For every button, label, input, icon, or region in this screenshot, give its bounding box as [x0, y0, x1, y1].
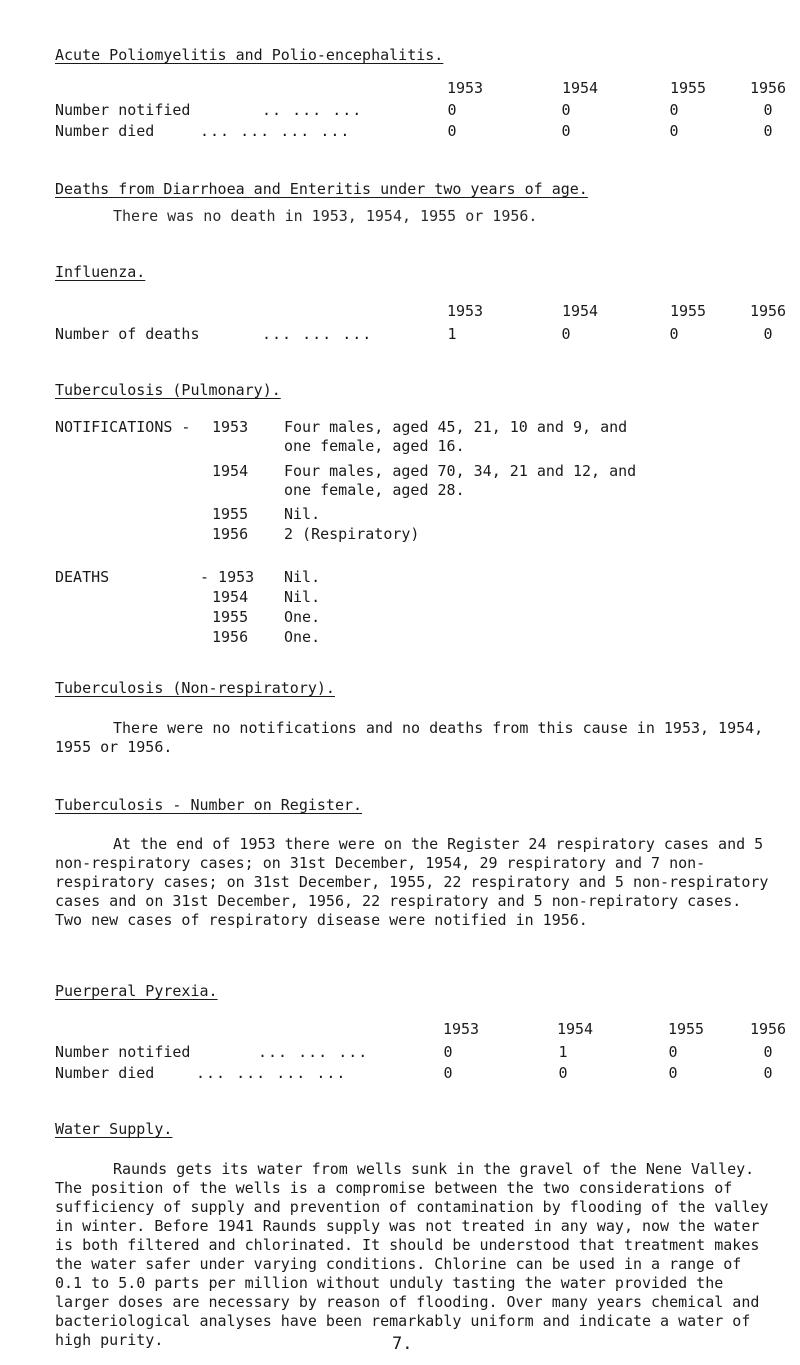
- notification-year: 1954: [212, 462, 249, 480]
- year-1953: 1953: [446, 302, 484, 320]
- year-1956: 1956: [749, 79, 787, 97]
- value-1955: 0: [668, 1043, 678, 1061]
- influenza-heading: Influenza.: [55, 263, 146, 281]
- year-1955: 1955: [669, 79, 707, 97]
- notification-text: Nil.: [284, 505, 321, 523]
- row-label: Number died: [55, 122, 155, 140]
- value-1953: 0: [447, 122, 457, 140]
- leader-dots: ... ... ... ...: [200, 122, 351, 140]
- year-1956: 1956: [749, 302, 787, 320]
- year-1956: 1956: [749, 1020, 787, 1038]
- death-year: 1956: [212, 628, 249, 646]
- tb-pulmonary-heading: Tuberculosis (Pulmonary).: [55, 381, 281, 399]
- tb-register-paragraph: [55, 835, 770, 930]
- value-1954: 0: [561, 325, 571, 343]
- page-number: 7.: [392, 1334, 413, 1354]
- polio-heading: Acute Poliomyelitis and Polio-encephalitis.: [55, 46, 444, 64]
- value-1955: 0: [669, 325, 679, 343]
- year-1954: 1954: [561, 302, 599, 320]
- notification-text: 2 (Respiratory): [284, 525, 420, 543]
- notification-year: 1953: [212, 418, 249, 436]
- diarrhoea-heading: Deaths from Diarrhoea and Enteritis under two years of age.: [55, 180, 588, 198]
- notification-text: Four males, aged 70, 34, 21 and 12, and: [284, 462, 637, 480]
- death-year: 1955: [212, 608, 249, 626]
- value-1956: 0: [763, 1043, 773, 1061]
- year-1955: 1955: [667, 1020, 705, 1038]
- death-text: One.: [284, 628, 321, 646]
- notification-text: Four males, aged 45, 21, 10 and 9, and: [284, 418, 628, 436]
- value-1954: 1: [558, 1043, 568, 1061]
- notification-year: 1956: [212, 525, 249, 543]
- notification-text: one female, aged 28.: [284, 481, 465, 499]
- deaths-label: DEATHS: [55, 568, 110, 586]
- value-1955: 0: [669, 101, 679, 119]
- value-1953: 0: [443, 1064, 453, 1082]
- value-1955: 0: [668, 1064, 678, 1082]
- death-text: Nil.: [284, 568, 321, 586]
- value-1953: 0: [447, 101, 457, 119]
- puerperal-heading: Puerperal Pyrexia.: [55, 982, 218, 1000]
- value-1956: 0: [763, 325, 773, 343]
- leader-dots: ... ... ...: [262, 325, 373, 343]
- value-1956: 0: [763, 101, 773, 119]
- value-1953: 0: [443, 1043, 453, 1061]
- tb-nonresp-paragraph: [55, 719, 770, 757]
- value-1954: 0: [561, 122, 571, 140]
- year-1954: 1954: [561, 79, 599, 97]
- year-1955: 1955: [669, 302, 707, 320]
- row-label: Number died: [55, 1064, 155, 1082]
- water-heading: Water Supply.: [55, 1120, 173, 1138]
- death-text: One.: [284, 608, 321, 626]
- notification-text: one female, aged 16.: [284, 437, 465, 455]
- death-year: - 1953: [200, 568, 255, 586]
- notification-year: 1955: [212, 505, 249, 523]
- year-1953: 1953: [446, 79, 484, 97]
- value-1956: 0: [763, 122, 773, 140]
- value-1954: 0: [561, 101, 571, 119]
- tb-nonresp-heading: Tuberculosis (Non-respiratory).: [55, 679, 335, 697]
- value-1955: 0: [669, 122, 679, 140]
- row-label: Number notified: [55, 1043, 191, 1061]
- tb-register-heading: Tuberculosis - Number on Register.: [55, 796, 363, 814]
- leader-dots: ... ... ... ...: [196, 1064, 347, 1082]
- death-year: 1954: [212, 588, 249, 606]
- leader-dots: ... ... ...: [258, 1043, 369, 1061]
- row-label: Number of deaths: [55, 325, 200, 343]
- value-1956: 0: [763, 1064, 773, 1082]
- row-label: Number notified: [55, 101, 191, 119]
- water-paragraph: [55, 1160, 770, 1350]
- paragraph-text: There were no notifications and no deaths from this cause in 1953, 1954, 1955 or 1956.: [55, 719, 764, 756]
- value-1953: 1: [447, 325, 457, 343]
- death-text: Nil.: [284, 588, 321, 606]
- leader-dots: .. ... ...: [262, 101, 363, 119]
- notifications-label: NOTIFICATIONS -: [55, 418, 191, 436]
- paragraph-text: At the end of 1953 there were on the Register 24 respiratory cases and 5 non-respiratory cases; on 31st December, 1954, 29 respiratory and 7 non-respiratory cases; on 31st December, 1955, 22 respiratory and 5 non-respiratory cases and on 31st December, 1956, 22 respiratory and 5 non-repiratory cases. Two new cases of respiratory disease were notified in 1956.: [55, 835, 769, 929]
- year-1953: 1953: [442, 1020, 480, 1038]
- year-1954: 1954: [556, 1020, 594, 1038]
- value-1954: 0: [558, 1064, 568, 1082]
- paragraph-text: Raunds gets its water from wells sunk in the gravel of the Nene Valley. The position of the wells is a compromise between the two considerations of sufficiency of supply and prevention of contamination by flooding of the valley in winter. Before 1941 Raunds supply was not treated in any way, now the water is both filtered and chlorinated. It should be understood that treatment makes the water safer under varying conditions. Chlorine can be used in a range of 0.1 to 5.0 parts per million without unduly tasting the water provided the larger doses are necessary by reason of flooding. Over many years chemical and bacteriological analyses have been remarkably uniform and indicate a water of high purity.: [55, 1160, 769, 1349]
- diarrhoea-text: There was no death in 1953, 1954, 1955 or 1956.: [113, 207, 538, 225]
